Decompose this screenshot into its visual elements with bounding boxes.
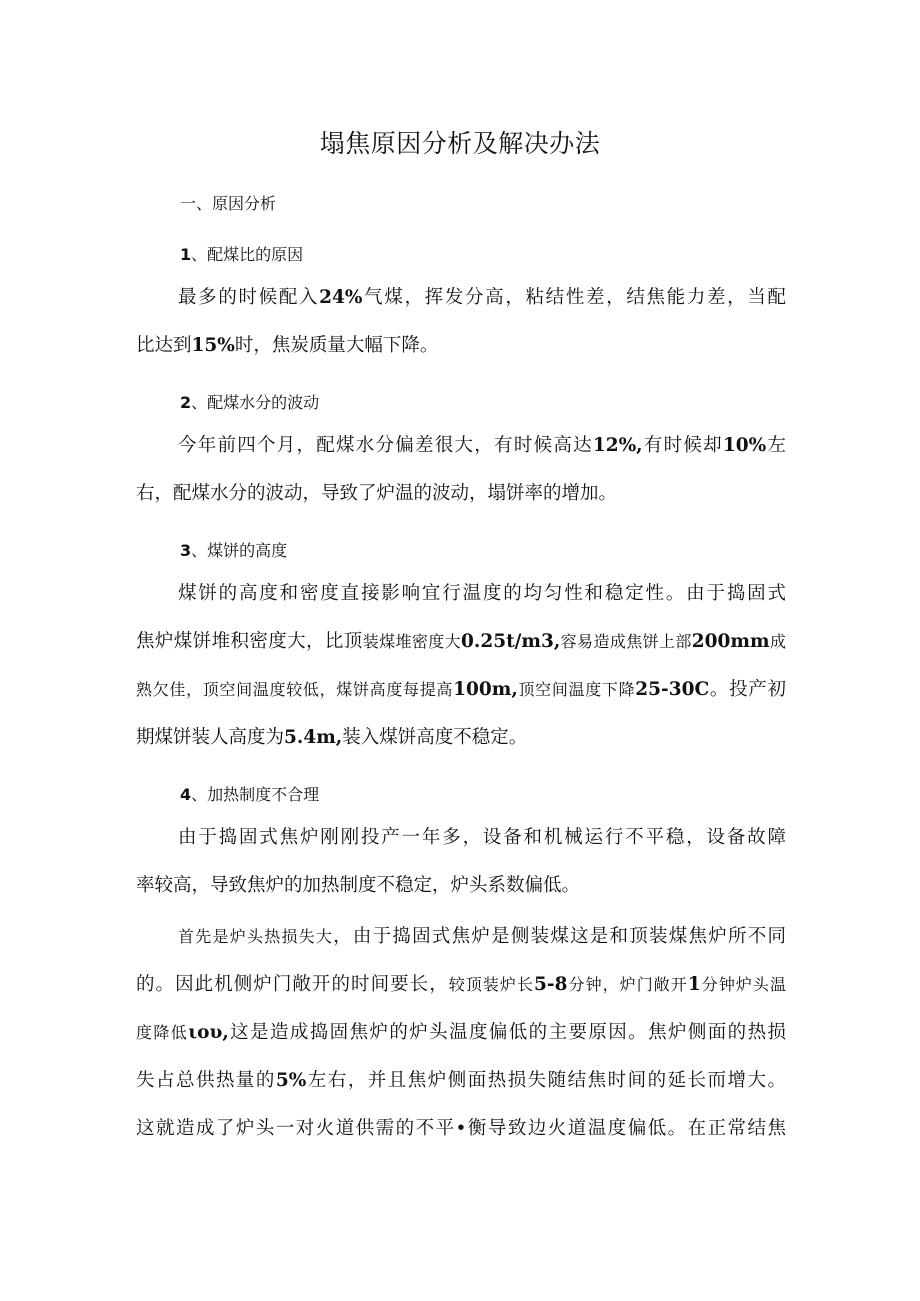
bold-text: 200mm <box>691 631 770 652</box>
text-run: 最多的时候配入 <box>178 287 320 308</box>
text-run: 焦炉煤饼堆积密度大，比顶 <box>136 631 363 652</box>
text-run: 期煤饼装人高度为 <box>136 727 285 748</box>
body-line <box>178 826 786 850</box>
bold-text: 5-8 <box>534 974 568 995</box>
text-run: 右，配煤水分的波动，导致了炉温的波动，塌饼率的增加。 <box>136 483 618 504</box>
text-run: 的。因此机侧炉门敞开的时间要长， <box>136 974 449 995</box>
text-run: 装煤堆密度大 <box>362 632 462 651</box>
text-run: 度降低 <box>136 1023 189 1042</box>
text-run: 容易造成焦饼上部 <box>560 632 692 651</box>
text-run: 分钟炉头温 <box>700 975 786 994</box>
text-run: 顶空间温度下降 <box>517 680 636 699</box>
body-line <box>136 1021 786 1045</box>
body-line <box>136 973 786 997</box>
item-heading-2: 2、配煤水分的波动 <box>180 393 320 412</box>
body-line <box>178 434 786 458</box>
body-line <box>136 726 786 750</box>
text-run: 气煤，挥发分高，粘结性差，结焦能力差，当配 <box>362 287 786 308</box>
item-heading-3: 3、煤饼的高度 <box>180 541 288 560</box>
bold-text: 15% <box>191 335 235 356</box>
text-run: 由于捣固式焦炉刚刚投产一年多，设备和机械运行不平稳，设备故障 <box>178 827 786 848</box>
bold-text: 100m, <box>453 679 518 700</box>
bold-text: 5.4m, <box>284 727 343 748</box>
bold-text: 1 <box>687 974 701 995</box>
bold-text: 10% <box>722 435 767 456</box>
body-line <box>178 925 786 949</box>
text-run: 这就造成了炉头一对火道供需的不平•衡导致边火道温度偏低。在正常结焦 <box>136 1118 786 1139</box>
body-line <box>136 334 786 358</box>
text-run: 分钟，炉门敞开 <box>567 975 688 994</box>
body-line <box>178 582 786 606</box>
text-run: 率较高，导致焦炉的加热制度不稳定，炉头系数偏低。 <box>136 875 581 896</box>
bold-text: 12%, <box>592 435 643 456</box>
bold-text: 5% <box>275 1070 307 1091</box>
text-run: 失占总供热量的 <box>136 1070 276 1091</box>
text-run: ，由于捣固式焦炉是侧装煤这是和顶装煤焦炉所不同 <box>333 926 786 947</box>
text-run: 比达到 <box>136 335 192 356</box>
section-heading: 一、原因分析 <box>180 194 277 213</box>
bold-text: 24% <box>319 287 363 308</box>
body-line <box>136 482 786 506</box>
body-line <box>136 874 786 898</box>
bold-text: 0.25t/m3, <box>461 631 561 652</box>
bold-text: 25-30C <box>635 679 710 700</box>
item-heading-4: 4、加热制度不合理 <box>180 785 320 804</box>
text-run: 时，焦炭质量大幅下降。 <box>234 335 439 356</box>
text-run: 有时候却 <box>642 435 723 456</box>
text-run: 左右，并且焦炉侧面热损失随结焦时间的延长而增大。 <box>306 1070 786 1091</box>
bold-text: ιου, <box>188 1022 229 1043</box>
body-line <box>178 286 786 310</box>
document-title: 塌焦原因分析及解决办法 <box>319 129 601 158</box>
text-run: 这是造成捣固焦炉的炉头温度偏低的主要原因。焦炉侧面的热损 <box>228 1022 786 1043</box>
text-run: 首先是炉头热损失大 <box>178 927 334 946</box>
item-heading-1: 1、配煤比的原因 <box>180 245 304 264</box>
body-line <box>136 678 786 702</box>
text-run: 今年前四个月，配煤水分偏差很大，有时候高达 <box>178 435 593 456</box>
body-line <box>136 630 786 654</box>
text-run: 。投产初 <box>709 679 786 700</box>
text-run: 较顶装炉长 <box>448 975 535 994</box>
text-run: 熟欠佳，顶空间温度较低，煤饼高度每提高 <box>136 680 454 699</box>
body-line <box>136 1117 786 1141</box>
text-run: 成 <box>769 632 786 651</box>
body-line <box>136 1069 786 1093</box>
text-run: 煤饼的高度和密度直接影响宜行温度的均匀性和稳定性。由于捣固式 <box>178 583 786 604</box>
text-run: 装入煤饼高度不稳定。 <box>342 727 528 748</box>
text-run: 左 <box>766 435 786 456</box>
